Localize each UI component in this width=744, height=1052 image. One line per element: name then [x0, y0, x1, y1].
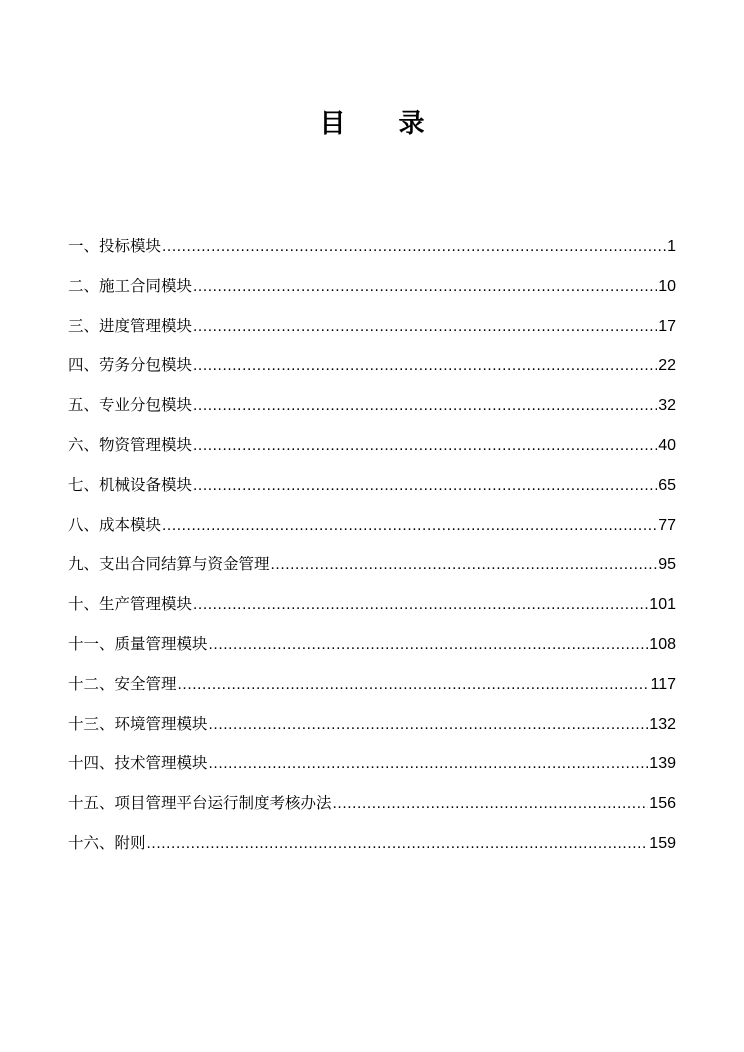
toc-entry[interactable]	[68, 789, 676, 829]
table-of-contents	[68, 232, 676, 869]
toc-entry-label: 二、施工合同模块	[68, 276, 193, 295]
toc-entry[interactable]	[68, 829, 676, 869]
toc-entry-page: 156	[649, 795, 676, 813]
toc-leader-dots	[333, 790, 649, 818]
toc-entry-label: 八、成本模块	[68, 515, 162, 534]
toc-entry-label: 十五、项目管理平台运行制度考核办法	[68, 794, 332, 813]
toc-entry[interactable]	[68, 590, 676, 630]
toc-entry-page: 32	[658, 397, 676, 415]
toc-leader-dots	[162, 233, 666, 261]
toc-entry-label: 五、专业分包模块	[68, 396, 193, 415]
toc-entry[interactable]	[68, 550, 676, 590]
toc-entry-label: 十四、技术管理模块	[68, 754, 208, 773]
toc-entry-label: 六、物资管理模块	[68, 435, 193, 454]
toc-entry-page: 95	[658, 556, 676, 574]
toc-entry[interactable]	[68, 749, 676, 789]
toc-entry[interactable]	[68, 511, 676, 551]
toc-entry-page: 132	[649, 715, 676, 733]
toc-entry-page: 108	[649, 635, 676, 653]
toc-entry-page: 65	[658, 476, 676, 494]
toc-entry[interactable]	[68, 391, 676, 431]
toc-leader-dots	[193, 313, 657, 341]
toc-entry-label: 十三、环境管理模块	[68, 714, 208, 733]
toc-entry-page: 139	[649, 755, 676, 773]
toc-leader-dots	[147, 830, 649, 858]
toc-leader-dots	[193, 352, 657, 380]
toc-leader-dots	[209, 631, 649, 659]
toc-entry-label: 四、劳务分包模块	[68, 356, 193, 375]
toc-leader-dots	[178, 671, 650, 699]
toc-entry-label: 十、生产管理模块	[68, 595, 193, 614]
toc-leader-dots	[209, 750, 649, 778]
toc-entry[interactable]	[68, 710, 676, 750]
toc-leader-dots	[162, 512, 657, 540]
toc-entry-label: 一、投标模块	[68, 237, 162, 255]
toc-leader-dots	[193, 432, 657, 460]
toc-entry-label: 九、支出合同结算与资金管理	[68, 555, 270, 574]
toc-entry-page: 159	[649, 834, 676, 852]
toc-entry[interactable]	[68, 272, 676, 312]
toc-entry-page: 10	[658, 277, 676, 295]
toc-title: 目 录	[319, 109, 447, 139]
toc-entry[interactable]	[68, 630, 676, 670]
toc-entry-page: 1	[667, 238, 676, 255]
toc-entry-label: 三、进度管理模块	[68, 316, 193, 335]
toc-leader-dots	[193, 591, 648, 619]
toc-entry-label: 七、机械设备模块	[68, 475, 193, 494]
toc-entry[interactable]	[68, 431, 676, 471]
toc-leader-dots	[271, 551, 658, 579]
toc-leader-dots	[209, 711, 649, 739]
toc-entry-label: 十二、安全管理	[68, 674, 177, 693]
toc-leader-dots	[193, 273, 657, 301]
toc-entry[interactable]	[68, 351, 676, 391]
toc-entry-label: 十六、附则	[68, 833, 146, 852]
toc-leader-dots	[193, 392, 657, 420]
toc-entry-page: 77	[658, 516, 676, 534]
toc-entry-page: 22	[658, 357, 676, 375]
toc-leader-dots	[193, 472, 657, 500]
toc-entry[interactable]	[68, 232, 676, 272]
toc-entry-page: 101	[649, 596, 676, 614]
toc-entry-page: 117	[650, 675, 676, 693]
toc-entry[interactable]	[68, 312, 676, 352]
toc-entry-page: 17	[658, 317, 676, 335]
toc-entry[interactable]	[68, 670, 676, 710]
toc-entry-page: 40	[658, 436, 676, 454]
toc-entry[interactable]	[68, 471, 676, 511]
toc-entry-label: 十一、质量管理模块	[68, 634, 208, 653]
